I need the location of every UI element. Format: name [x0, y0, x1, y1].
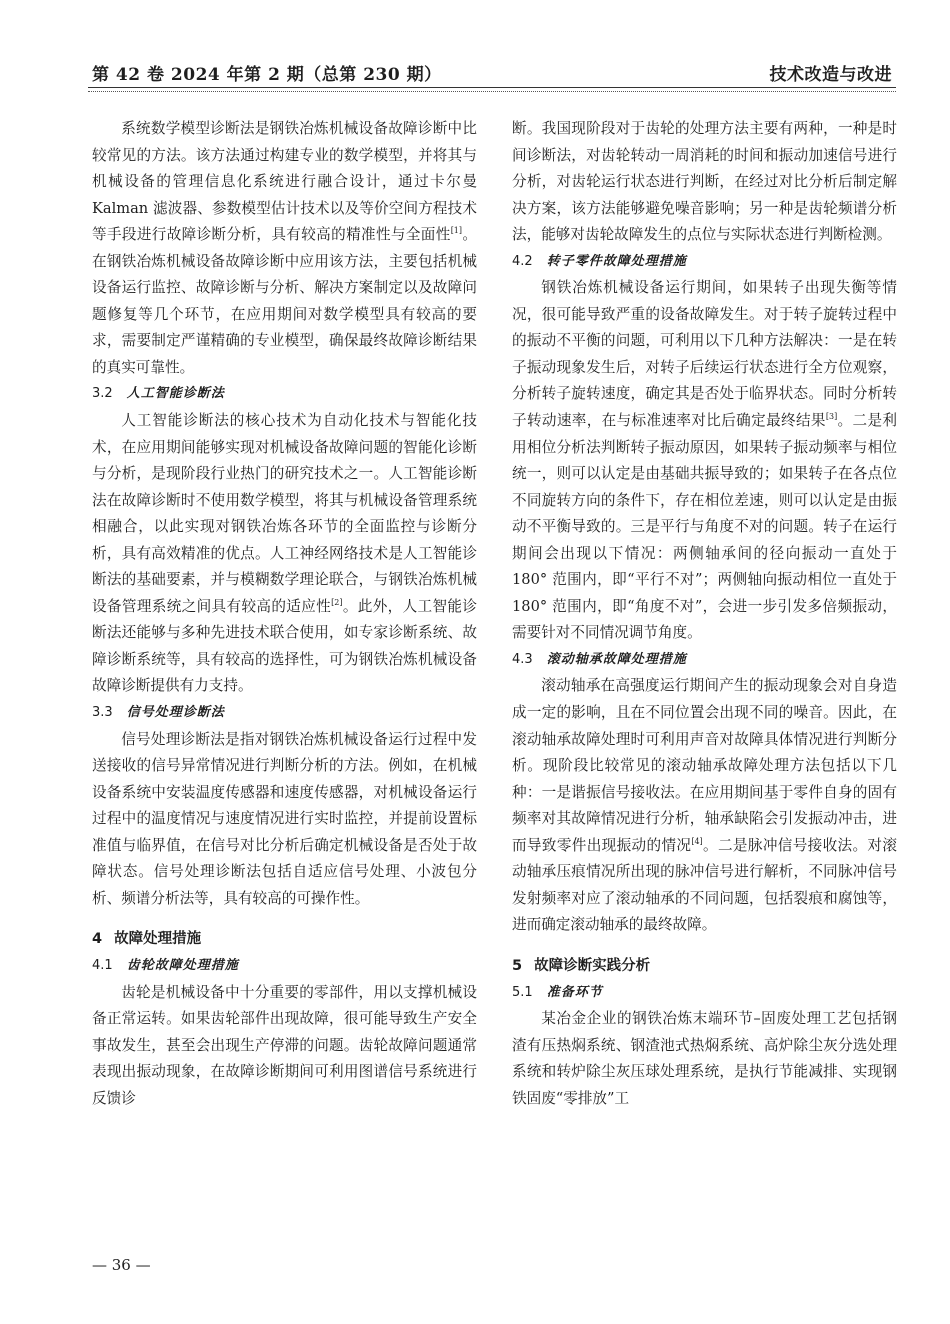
section-4-heading: 4 故障处理措施 — [92, 931, 202, 948]
section-5-heading: 5 故障诊断实践分析 — [512, 957, 651, 974]
citation: [1] — [450, 226, 463, 236]
paragraph-ai-diagnosis: 人工智能诊断法的核心技术为自动化技术与智能化技术，在应用期间能够实现对机械设备故障问题的智能化诊断与分析，是现阶段行业热门的研究技术之一。人工智能诊断法在故障诊断时不使用数学模型，将其与机械设备管理系统相融合，以此实现对钢铁冶炼各环节的全面监控与诊断分析，具有高效精准的优点。人工神经网络技术是人工智能诊断法的基础要素，并与模糊数学理论联合，与钢铁冶炼机械设备管理系统之间具有较高的适应性[2]。此外，人工智能诊断法还能够与多种先进技术联合使用，如专家诊断系统、故障诊断系统等，具有较高的选择性，可为钢铁冶炼机械设备故障诊断提供有力支持。 — [92, 412, 477, 695]
subsection-3-2: 3.2 人工智能诊断法 — [92, 386, 225, 402]
header-divider — [88, 87, 896, 92]
page-number: — 36 — — [92, 1256, 151, 1274]
subsection-3-3: 3.3 信号处理诊断法 — [92, 705, 225, 721]
paragraph-gear-fault: 齿轮是机械设备中十分重要的零部件，用以支撑机械设备正常运转。如果齿轮部件出现故障，很可能导致生产安全事故发生，甚至会出现生产停滞的问题。齿轮故障问题通常表现出振动现象，在故障诊断期间可利用图谱信号系统进行反馈诊 — [92, 983, 477, 1107]
subsection-4-3: 4.3 滚动轴承故障处理措施 — [512, 651, 687, 667]
paragraph-math-model: 系统数学模型诊断法是钢铁冶炼机械设备故障诊断中比较常见的方法。该方法通过构建专业的数学模型，并将其与机械设备的管理信息化系统进行融合设计，通过卡尔曼 Kalman 滤波器、参数模型估计技术以及等价空间方程技术等手段进行故障诊断分析，具有较高的精准性与全面性[1]。在钢铁冶炼机械设备故障诊断中应用该方法，主要包括机械设备运行监控、故障诊断与分析、解决方案制定以及故障问题修复等几个环节，在应用期间对数学模型具有较高的要求，需要制定严谨精确的专业模型，确保最终故障诊断结果的真实可靠性。 — [92, 120, 477, 376]
paragraph-preparation: 某冶金企业的钢铁冶炼末端环节–固废处理工艺包括钢渣有压热焖系统、钢渣池式热焖系统、高炉除尘灰分选处理系统和转炉除尘灰压球处理系统，是执行节能减排、实现钢铁固废“零排放”工 — [512, 1010, 897, 1107]
section-header: 技术改造与改进 — [769, 65, 892, 85]
citation: [3] — [825, 412, 838, 422]
citation: [4] — [691, 836, 703, 846]
right-column — [512, 116, 897, 1112]
subsection-4-2: 4.2 转子零件故障处理措施 — [512, 253, 687, 269]
paragraph-signal-processing: 信号处理诊断法是指对钢铁冶炼机械设备运行过程中发送接收的信号异常情况进行判断分析的方法。例如，在机械设备系统中安装温度传感器和速度传感器，对机械设备运行过程中的温度情况与速度情况进行实时监控，并提前设置标准值与临界值，在信号对比分析后确定机械设备是否处于故障状态。信号处理诊断法包括自适应信号处理、小波包分析、频谱分析法等，具有较高的可操作性。 — [92, 730, 477, 907]
paragraph-gear-methods: 断。我国现阶段对于齿轮的处理方法主要有两种，一种是时间诊断法，对齿轮转动一周消耗的时间和振动加速信号进行分析，对齿轮运行状态进行判断，在经过对比分析后制定解决方案，该方法能够避免噪音影响；另一种是齿轮频谱分析法，能够对齿轮故障发生的点位与实际状态进行判断检测。 — [512, 120, 897, 244]
paragraph-rotor-fault: 钢铁冶炼机械设备运行期间，如果转子出现失衡等情况，很可能导致严重的设备故障发生。对于转子旋转过程中的振动不平衡的问题，可利用以下几种方法解决：一是在转子振动现象发生后，对转子后续运行状态进行全方位观察，分析转子旋转速度，确定其是否处于临界状态。同时分析转子转动速率，在与标准速率对比后确定最终结果[3]。二是利用相位分析法判断转子振动原因，如果转子振动频率与相位统一，则可以认定是由基础共振导致的；如果转子在各点位不同旋转方向的条件下，存在相位差速，则可以认定是由振动不平衡导致的。三是平行与角度不对的问题。转子在运行期间会出现以下情况：两侧轴承间的径向振动一直处于 180° 范围内，即“平行不对”；两侧轴向振动相位一直处于 180° 范围内，即“角度不对”，会进一步引发多倍频振动，需要针对不同情况调节角度。 — [512, 279, 897, 642]
journal-issue-header: 第 42 卷 2024 年第 2 期（总第 230 期） — [92, 65, 442, 85]
citation: [2] — [331, 597, 343, 607]
left-column — [92, 116, 477, 1112]
subsection-4-1: 4.1 齿轮故障处理措施 — [92, 957, 239, 973]
paragraph-bearing-fault: 滚动轴承在高强度运行期间产生的振动现象会对自身造成一定的影响，且在不同位置会出现不同的噪音。因此，在滚动轴承故障处理时可利用声音对故障具体情况进行判断分析。现阶段比较常见的滚动轴承故障处理方法包括以下几种：一是谐振信号接收法。在应用期间基于零件自身的固有频率对其故障情况进行分析，轴承缺陷会引发振动冲击，进而导致零件出现振动的情况[4]。二是脉冲信号接收法。对滚动轴承压痕情况所出现的脉冲信号进行解析，不同脉冲信号发射频率对应了滚动轴承的不同问题，包括裂痕和腐蚀等，进而确定滚动轴承的最终故障。 — [512, 677, 897, 934]
subsection-5-1: 5.1 准备环节 — [512, 984, 603, 1000]
